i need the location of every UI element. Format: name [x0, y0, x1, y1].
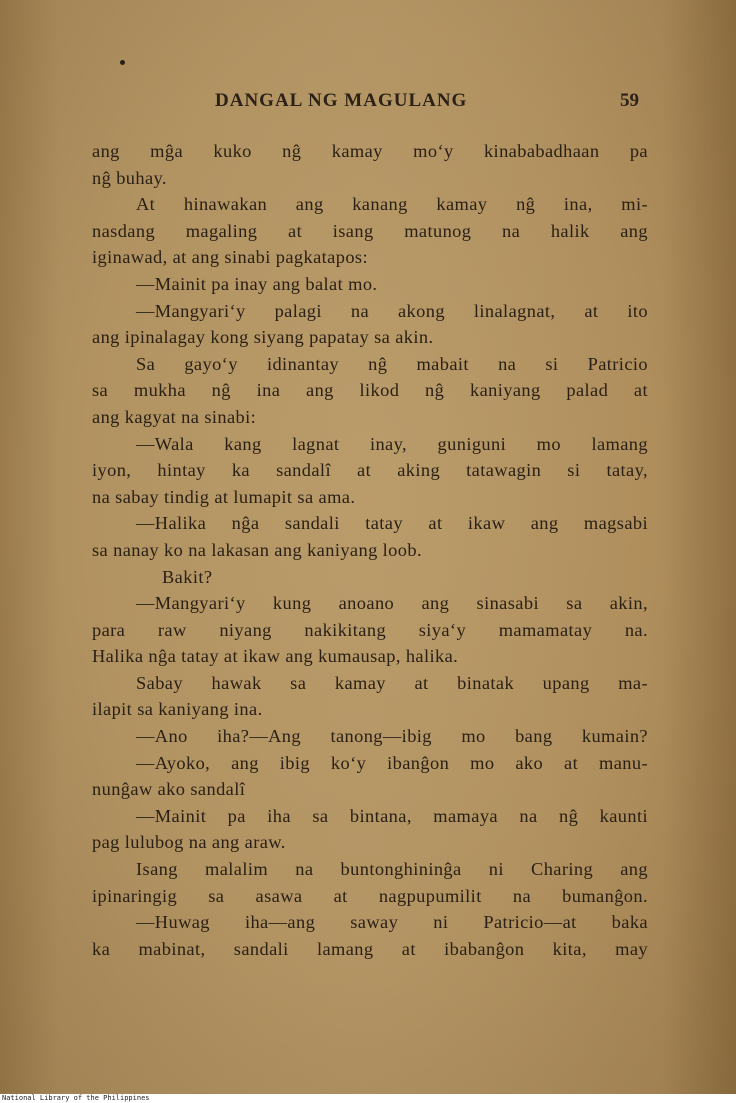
running-title: DANGAL NG MAGULANG — [215, 90, 468, 111]
body-text — [92, 138, 648, 962]
text-line: —Mangyari‘y palagi na akong linalagnat, at ito — [136, 300, 648, 321]
text-line: ang mĝa kuko nĝ kamay mo‘y kinababadhaan pa — [92, 141, 648, 161]
text-line: Bakit? — [162, 566, 213, 587]
text-line: —Ayoko, ang ibig ko‘y ibanĝon mo ako at manu- — [136, 752, 648, 773]
text-line: —Wala kang lagnat inay, guniguni mo lamang — [136, 433, 648, 454]
text-line: ilapit sa kaniyang ina. — [92, 699, 263, 720]
library-credit: National Library of the Philippines — [2, 1094, 150, 1102]
ink-spot — [120, 60, 125, 65]
text-line: At hinawakan ang kanang kamay nĝ ina, mi- — [136, 194, 648, 215]
text-line: iyon, hintay ka sandalî at aking tatawagin si tatay, — [92, 460, 648, 481]
text-line: Sabay hawak sa kamay at binatak upang ma- — [136, 672, 648, 693]
text-line: ka mabinat, sandali lamang at ibabanĝon kita, may — [92, 938, 648, 959]
text-line: ang ipinalagay kong siyang papatay sa akin. — [92, 327, 434, 348]
text-line: nĝ buhay. — [92, 167, 167, 188]
text-line: —Halika nĝa sandali tatay at ikaw ang magsabi — [136, 513, 648, 534]
page-number: 59 — [620, 90, 639, 111]
text-line: Isang malalim na buntonghininĝa ni Charing ang — [136, 859, 648, 880]
text-line: sa mukha nĝ ina ang likod nĝ kaniyang palad at — [92, 380, 648, 401]
text-line: —Huwag iha—ang saway ni Patricio—at baka — [136, 912, 648, 933]
text-line: na sabay tindig at lumapit sa ama. — [92, 486, 356, 507]
text-line: para raw niyang nakikitang siya‘y mamamatay na. — [92, 619, 648, 640]
text-line: ang kagyat na sinabi: — [92, 406, 257, 427]
text-line: Sa gayo‘y idinantay nĝ mabait na si Patricio — [136, 353, 648, 374]
text-line: pag lulubog na ang araw. — [92, 832, 286, 853]
page-header — [0, 90, 736, 120]
text-line: —Mainit pa iha sa bintana, mamaya na nĝ kaunti — [136, 805, 648, 826]
text-line: —Mangyari‘y kung anoano ang sinasabi sa akin, — [136, 593, 648, 614]
text-line: iginawad, at ang sinabi pagkatapos: — [92, 247, 368, 268]
text-line: —Ano iha?—Ang tanong—ibig mo bang kumain? — [136, 726, 648, 747]
text-line: sa nanay ko na lakasan ang kaniyang loob. — [92, 539, 422, 560]
text-line: nasdang magaling at isang matunog na halik ang — [92, 220, 648, 241]
text-line: Halika nĝa tatay at ikaw ang kumausap, halika. — [92, 646, 459, 667]
text-line: nunĝaw ako sandalî — [92, 779, 246, 800]
text-line: —Mainit pa inay ang balat mo. — [136, 273, 378, 294]
text-line: ipinaringig sa asawa at nagpupumilit na bumanĝon. — [92, 885, 648, 906]
